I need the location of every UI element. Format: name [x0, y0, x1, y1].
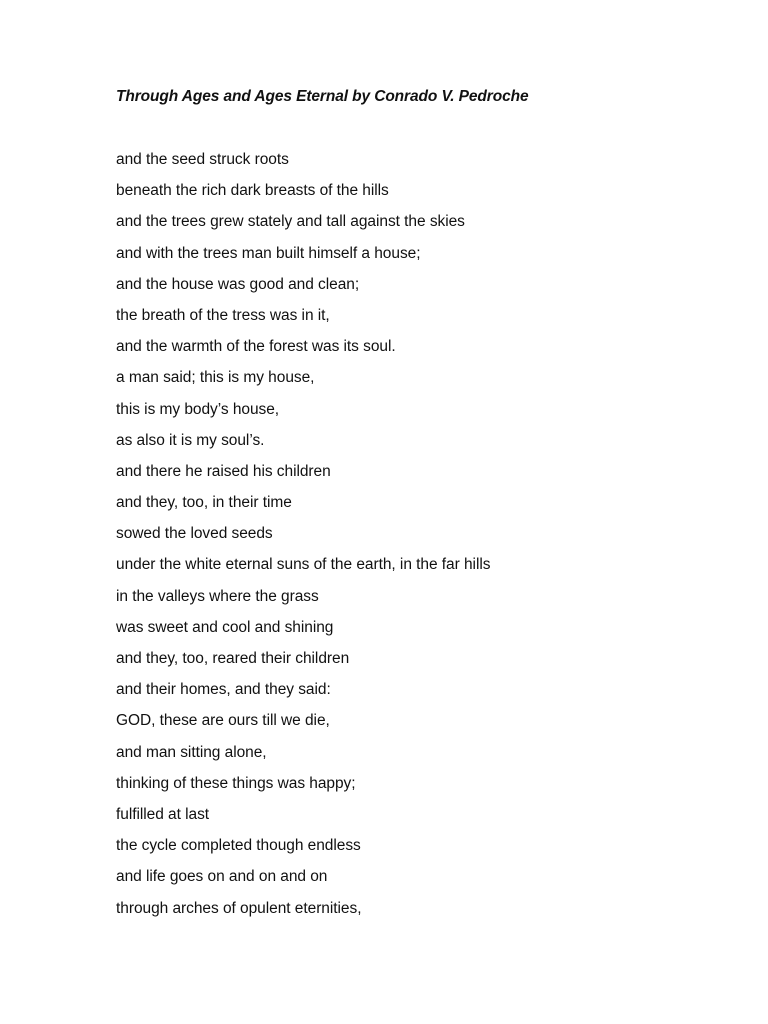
poem-line: and the warmth of the forest was its soul. [116, 338, 396, 356]
poem-title: Through Ages and Ages Eternal by Conrado V. Pedroche [116, 88, 529, 105]
poem-line: the breath of the tress was in it, [116, 306, 330, 324]
poem-line: and life goes on and on and on [116, 868, 328, 886]
poem-line: sowed the loved seeds [116, 525, 273, 543]
poem-line: in the valleys where the grass [116, 587, 319, 605]
poem-line: and they, too, reared their children [116, 650, 350, 667]
poem-line: and with the trees man built himself a house; [116, 244, 421, 262]
poem-line: and there he raised his children [116, 462, 331, 480]
poem-line: under the white eternal suns of the earth, in the far hills [116, 556, 491, 574]
poem-line: and their homes, and they said: [116, 681, 331, 699]
poem-line: fulfilled at last [116, 805, 210, 823]
poem-line: and the seed struck roots [116, 151, 289, 168]
poem-line: and man sitting alone, [116, 743, 267, 761]
poem-line: GOD, these are ours till we die, [116, 712, 330, 730]
poem-line: thinking of these things was happy; [116, 774, 356, 792]
poem-line: through arches of opulent eternities, [116, 899, 362, 917]
poem-body [116, 149, 490, 929]
poem-line: and the house was good and clean; [116, 275, 360, 293]
poem-line: and they, too, in their time [116, 494, 292, 512]
poem-line: the cycle completed though endless [116, 837, 361, 855]
poem-line: this is my body’s house, [116, 400, 280, 418]
poem-line: beneath the rich dark breasts of the hills [116, 182, 389, 200]
poem-line: as also it is my soul’s. [116, 431, 265, 449]
poem-line: and the trees grew stately and tall against the skies [116, 213, 465, 231]
poem-line: a man said; this is my house, [116, 369, 315, 387]
poem-line: was sweet and cool and shining [116, 618, 334, 636]
